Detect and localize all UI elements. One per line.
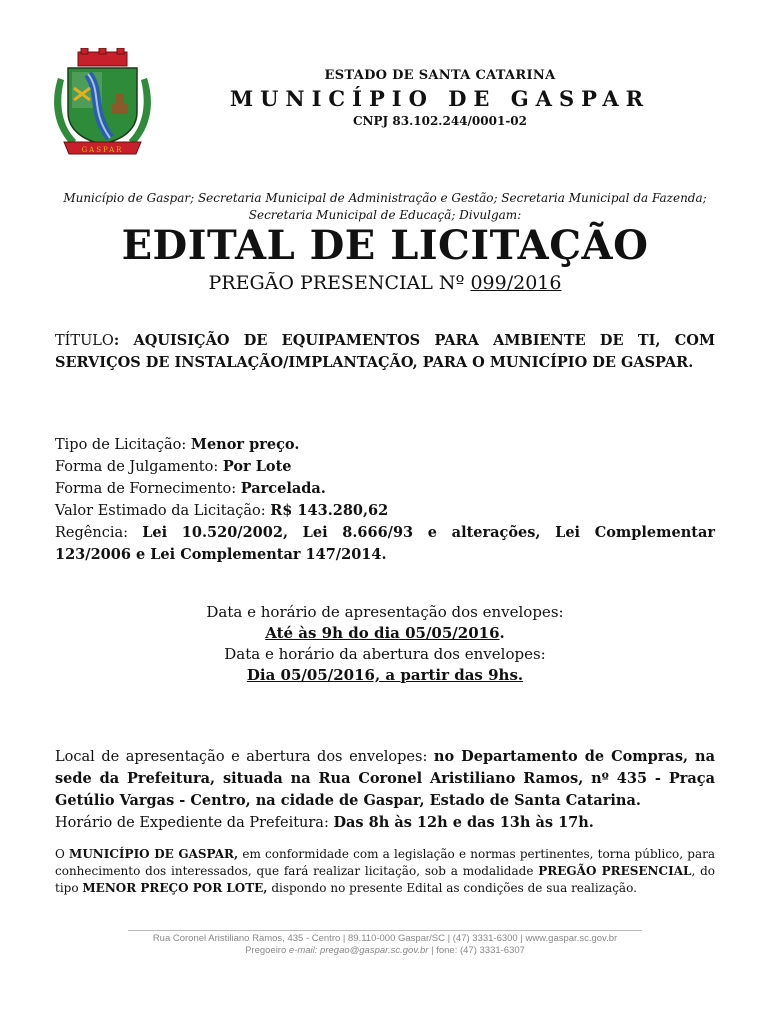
document-footer <box>0 933 770 957</box>
intro-line-2: Secretaria Municipal de Educaçã; Divulgam: <box>248 208 522 222</box>
body-bold-1: MUNICÍPIO DE GASPAR, <box>69 847 239 861</box>
envelope-dates <box>0 602 770 686</box>
intro-line-1: Município de Gaspar; Secretaria Municipal de Administração e Gestão; Secretaria Municipal da Fazenda; <box>63 191 707 205</box>
info-value: R$ 143.280,62 <box>270 502 389 519</box>
info-value: Parcelada. <box>240 480 326 497</box>
info-label: Valor Estimado da Licitação: <box>55 503 271 519</box>
title-colon: : <box>113 332 134 349</box>
body-text-1: O <box>55 847 70 861</box>
location-label: Local de apresentação e abertura dos envelopes: <box>55 749 434 765</box>
body-paragraph <box>55 846 715 897</box>
opening-value: Dia 05/05/2016, a partir das 9hs. <box>246 666 524 684</box>
presentation-label: Data e horário de apresentação dos envelopes: <box>206 603 564 621</box>
opening-date <box>0 665 770 686</box>
body-text-2: em conformidade com a legislação e normas pertinentes, torna público, para conhecimento dos interessados, que fará realizar licitação, sob a modalidade <box>55 847 716 878</box>
municipality-name: MUNICÍPIO DE GASPAR <box>229 86 651 111</box>
info-value: Lei 10.520/2002, Lei 8.666/93 e alterações, Lei Complementar 123/2006 e Lei Complementar 147/2014. <box>55 524 715 563</box>
location-value: no Departamento de Compras, na sede da Prefeitura, situada na Rua Coronel Aristiliano Ramos, nº 435 - Praça Getúlio Vargas - Centro, na cidade de Gaspar, Estado de Santa Catarina. <box>55 748 715 809</box>
page-title: EDITAL DE LICITAÇÃO <box>121 222 649 269</box>
info-item-tipo <box>55 434 715 456</box>
presentation-suffix: . <box>499 624 505 642</box>
presentation-value: Até às 9h do dia 05/05/2016 <box>265 624 500 642</box>
body-text-4: dispondo no presente Edital as condições de sua realização. <box>267 881 637 895</box>
body-text-3: , do tipo <box>55 864 715 895</box>
info-label: Tipo de Licitação: <box>55 437 191 453</box>
footer-divider <box>128 930 642 931</box>
hours-label: Horário de Expediente da Prefeitura: <box>55 815 334 831</box>
info-value: Por Lote <box>222 458 292 475</box>
document-header <box>0 0 770 160</box>
municipal-coat-of-arms-icon <box>50 48 155 158</box>
location-block <box>55 746 715 834</box>
body-bold-3: MENOR PREÇO POR LOTE, <box>82 881 268 895</box>
info-item-valor <box>55 500 715 522</box>
tender-title-block <box>55 330 715 373</box>
footer-email: e-mail: pregao@gaspar.sc.gov.br <box>288 945 429 956</box>
footer-phone: | fone: (47) 3331-6307 <box>428 945 525 956</box>
footer-contact-prefix: Pregoeiro <box>245 945 289 956</box>
title-label: TÍTULO <box>55 333 114 349</box>
title-text: AQUISIÇÃO DE EQUIPAMENTOS PARA AMBIENTE DE TI, COM SERVIÇOS DE INSTALAÇÃO/IMPLANTAÇÃO, PARA O MUNICÍPIO DE GASPAR. <box>55 332 715 371</box>
cnpj-number: CNPJ 83.102.244/0001-02 <box>352 114 527 128</box>
footer-address: Rua Coronel Aristiliano Ramos, 435 - Centro | 89.110-000 Gaspar/SC | (47) 3331-6300 | www.gaspar.sc.gov.br <box>152 933 618 944</box>
opening-label: Data e horário da abertura dos envelopes: <box>224 645 546 663</box>
tender-number: 099/2016 <box>470 272 562 294</box>
tender-type: PREGÃO PRESENCIAL Nº <box>208 272 471 294</box>
crest-banner-text: GASPAR <box>81 146 124 154</box>
body-bold-2: PREGÃO PRESENCIAL <box>538 864 692 878</box>
intro-paragraph <box>60 190 710 224</box>
info-item-julgamento <box>55 456 715 478</box>
info-label: Forma de Julgamento: <box>55 459 223 475</box>
office-hours <box>55 812 715 834</box>
info-item-regencia <box>55 522 715 566</box>
footer-contact <box>0 945 770 957</box>
info-value: Menor preço. <box>190 436 300 453</box>
hours-value: Das 8h às 12h e das 13h às 17h. <box>333 814 594 831</box>
info-label: Forma de Fornecimento: <box>55 481 241 497</box>
info-item-fornecimento <box>55 478 715 500</box>
info-label: Regência: <box>55 525 143 541</box>
tender-subtitle <box>0 272 770 294</box>
location-paragraph <box>55 746 715 812</box>
presentation-date <box>0 623 770 644</box>
state-name: ESTADO DE SANTA CATARINA <box>324 68 556 83</box>
tender-info-list <box>55 434 715 566</box>
